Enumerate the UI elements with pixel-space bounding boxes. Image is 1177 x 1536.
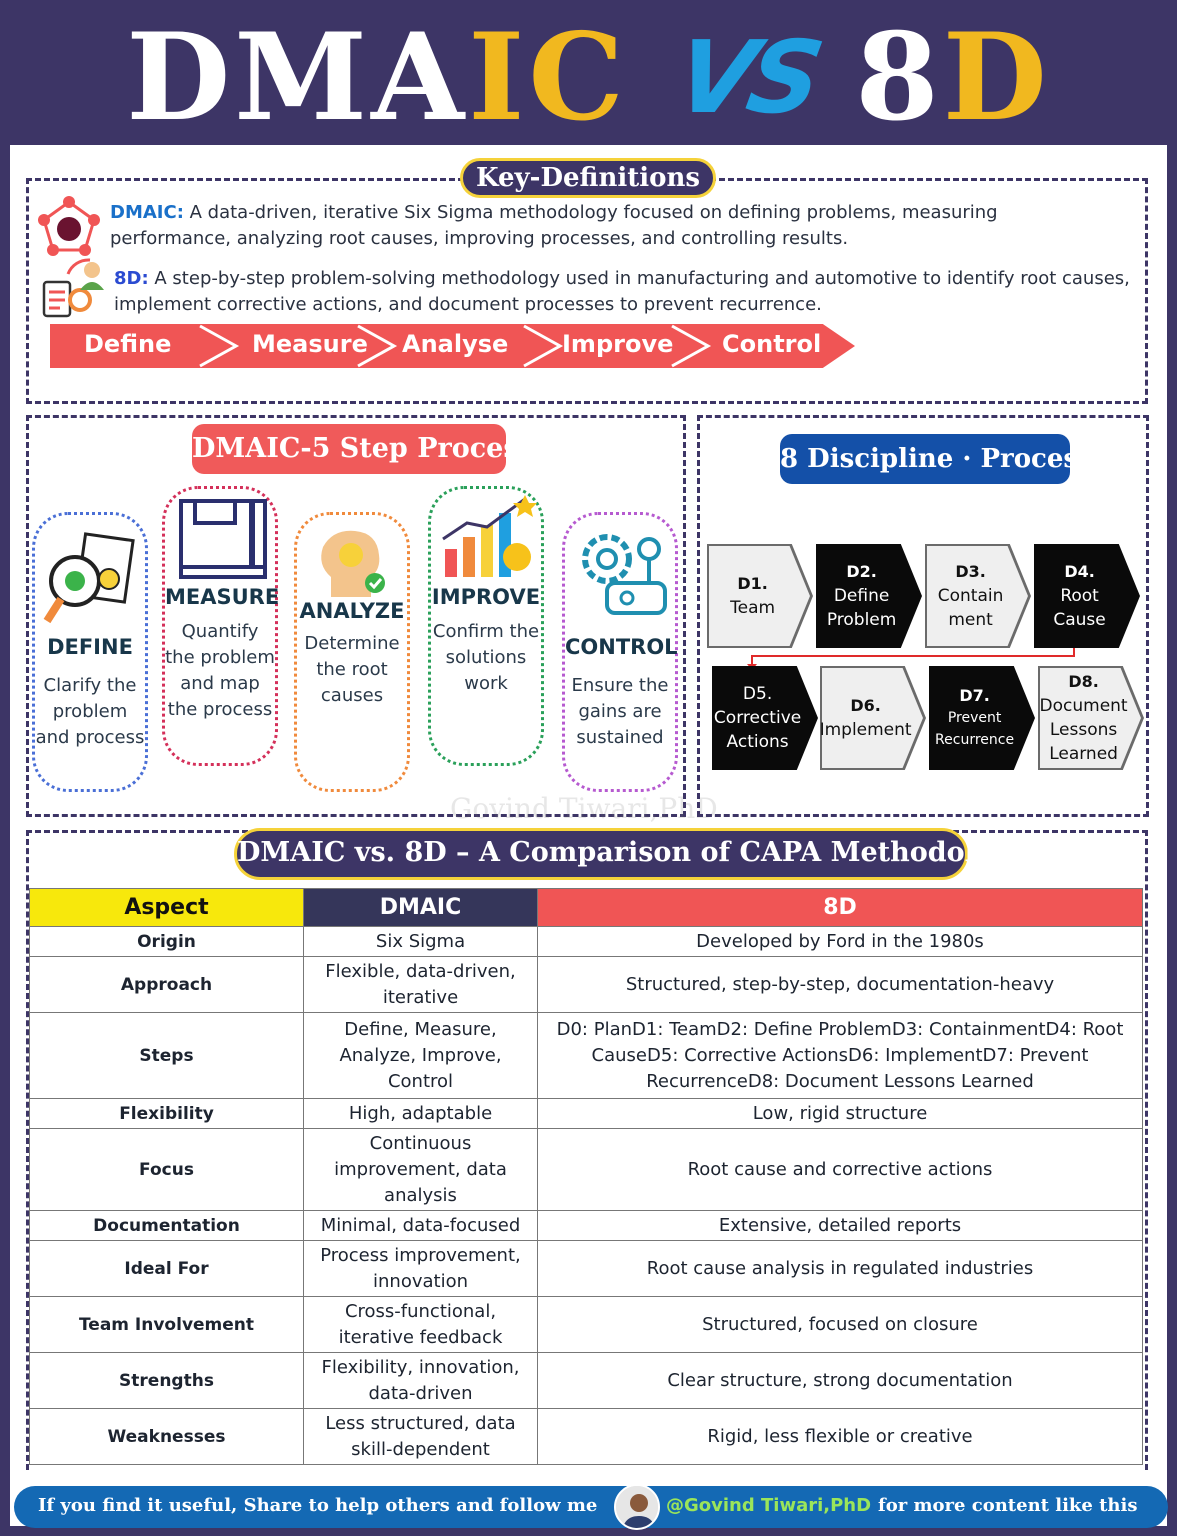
- step-control-desc: Ensure the gains are sustained: [571, 675, 669, 748]
- step-control-name: CONTROL: [565, 635, 678, 659]
- footer-share-text: If you find it useful, Share to help others and follow me: [38, 1495, 598, 1516]
- 8d-step-d6: D6. Implement: [820, 666, 926, 770]
- table-row: Documentation Minimal, data-focused Extensive, detailed reports: [30, 1211, 1143, 1241]
- header-banner: [10, 7, 1167, 148]
- phase-improve: Improve: [562, 330, 674, 358]
- 8d-step-d7: D7. Prevent Recurrence: [929, 666, 1035, 770]
- table-row: Flexibility High, adaptable Low, rigid structure: [30, 1099, 1143, 1129]
- 8d-step-d4: D4. Root Cause: [1034, 544, 1140, 648]
- phase-control: Control: [722, 330, 822, 358]
- dmaic-process-title: DMAIC-5 Step Process: [192, 424, 506, 474]
- author-handle-link[interactable]: @Govind Tiwari,PhD: [666, 1495, 872, 1516]
- title-d: D: [942, 7, 1051, 148]
- 8d-step-d2: D2. Define Problem: [816, 544, 922, 648]
- 8d-step-d1: D1. Team: [707, 544, 813, 648]
- 8d-definition: [114, 266, 1134, 318]
- table-row: Approach Flexible, data-driven, iterative Structured, step-by-step, documentation-heavy: [30, 957, 1143, 1013]
- control-gear-joystick-icon: [573, 525, 673, 619]
- table-row: Steps Define, Measure, Analyze, Improve, Control D0: PlanD1: TeamD2: Define ProblemD3: ContainmentD4: Root CauseD5: Corrective ActionsD6: ImplementD7: Prevent RecurrenceD8: Document Lessons Learned: [30, 1013, 1143, 1099]
- dmaic-phase-arrow: [50, 324, 855, 368]
- header-aspect: Aspect: [30, 889, 304, 927]
- step-measure-name: MEASURE: [165, 585, 280, 609]
- improve-growth-chart-icon: [437, 493, 541, 585]
- table-row: Focus Continuous improvement, data analysis Root cause and corrective actions: [30, 1129, 1143, 1211]
- footer-banner: [14, 1486, 1168, 1528]
- step-improve-card: [428, 486, 544, 766]
- title-8: 8: [855, 7, 943, 148]
- phase-analyse: Analyse: [402, 330, 509, 358]
- header-dmaic: DMAIC: [304, 889, 538, 927]
- table-row: Strengths Flexibility, innovation, data-driven Clear structure, strong documentation: [30, 1353, 1143, 1409]
- step-improve-name: IMPROVE: [431, 585, 541, 609]
- analyze-head-bulb-icon: [311, 525, 397, 605]
- watermark-text: Govind Tiwari,PhD: [450, 792, 718, 825]
- define-magnifier-icon: [41, 529, 141, 629]
- table-row: Origin Six Sigma Developed by Ford in the 1980s: [30, 927, 1143, 957]
- step-improve-desc: Confirm the solutions work: [432, 621, 540, 694]
- comparison-title: DMAIC vs. 8D – A Comparison of CAPA Methodologies: [234, 828, 968, 880]
- 8d-definition-text: A step-by-step problem-solving methodology used in manufacturing and automotive to identify root causes, implement corrective actions, and document processes to prevent recurrence.: [114, 268, 1130, 315]
- step-define-name: DEFINE: [47, 635, 133, 659]
- footer-more-text: for more content like this: [878, 1495, 1138, 1516]
- table-row: Weaknesses Less structured, data skill-dependent Rigid, less flexible or creative: [30, 1409, 1143, 1465]
- 8d-teamwork-icon: [40, 256, 106, 326]
- infographic-page: [10, 7, 1167, 1526]
- comparison-table: [29, 888, 1143, 1465]
- 8d-step-d3: D3. Contain ment: [925, 544, 1031, 648]
- table-row: Ideal For Process improvement, innovation Root cause analysis in regulated industries: [30, 1241, 1143, 1297]
- author-avatar: [614, 1484, 660, 1530]
- main-title: [10, 7, 1167, 148]
- step-measure-desc: Quantify the problem and map the process: [165, 621, 275, 720]
- step-analyze-card: [294, 512, 410, 792]
- table-row: Team Involvement Cross-functional, iterative feedback Structured, focused on closure: [30, 1297, 1143, 1353]
- step-define-desc: Clarify the problem and process: [35, 675, 145, 748]
- 8d-process-title: 8 Discipline · Process: [780, 434, 1070, 484]
- 8d-step-d5: D5. Corrective Actions: [712, 666, 818, 770]
- measure-ruler-icon: [173, 493, 273, 583]
- step-measure-card: [162, 486, 278, 766]
- dmaic-network-icon: [38, 196, 100, 262]
- step-analyze-desc: Determine the root causes: [304, 633, 400, 706]
- dmaic-definition: [110, 200, 1120, 252]
- step-control-card: [562, 512, 678, 792]
- 8d-term: 8D:: [114, 268, 149, 289]
- title-dma: DMA: [126, 7, 469, 148]
- step-analyze-name: ANALYZE: [299, 599, 405, 623]
- dmaic-term: DMAIC:: [110, 202, 184, 223]
- phase-measure: Measure: [252, 330, 368, 358]
- phase-define: Define: [84, 330, 172, 358]
- 8d-step-d8: D8. Document Lessons Learned: [1038, 666, 1144, 770]
- table-header-row: [30, 889, 1143, 927]
- title-vs: VS: [667, 19, 826, 136]
- dmaic-definition-text: A data-driven, iterative Six Sigma methodology focused on defining problems, measuring performance, analyzing root causes, improving processes, and controlling results.: [110, 202, 998, 249]
- header-8d: 8D: [538, 889, 1143, 927]
- key-definitions-label: Key-Definitions: [460, 158, 716, 198]
- step-define-card: [32, 512, 148, 792]
- title-ic: IC: [468, 7, 628, 148]
